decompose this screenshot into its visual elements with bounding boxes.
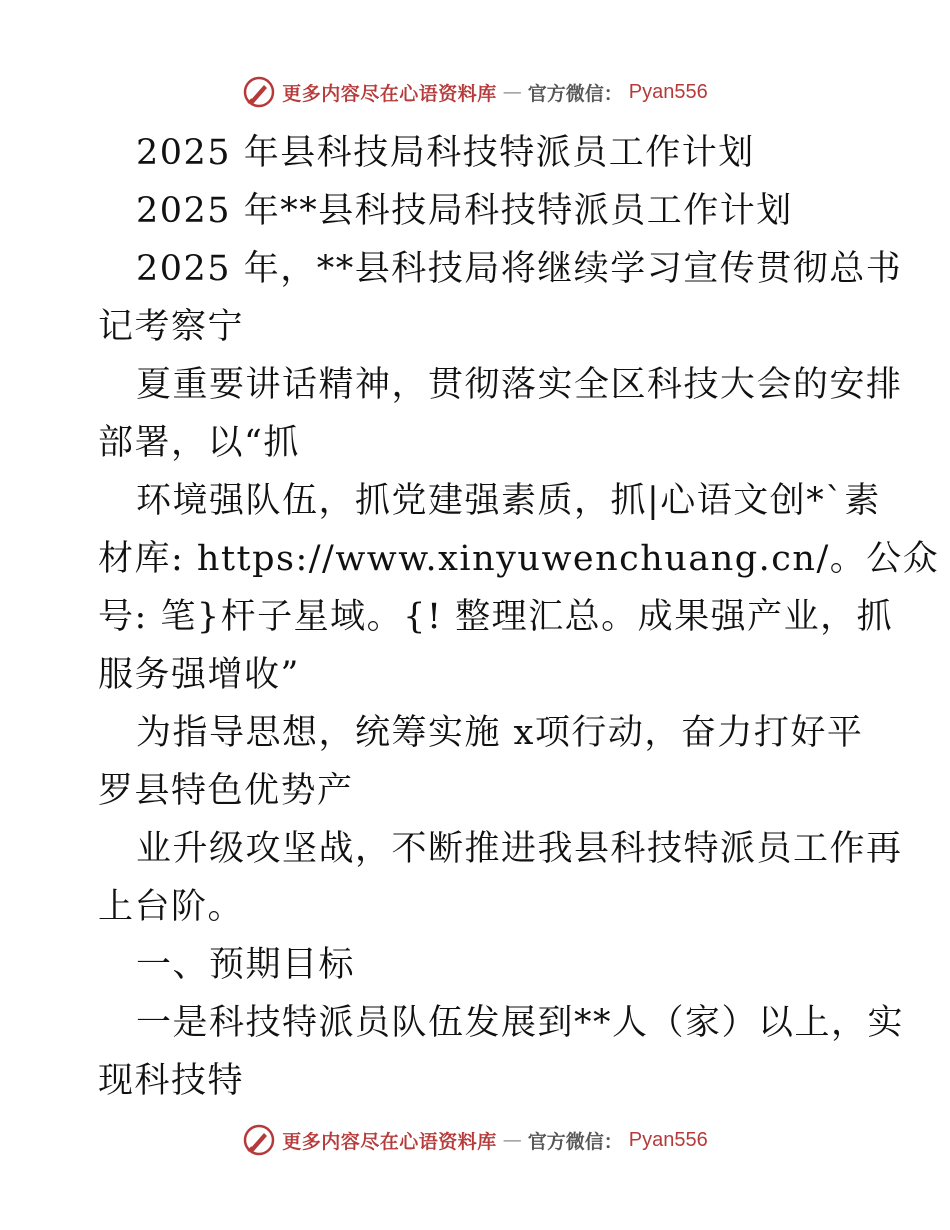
banner-main-text: 更多内容尽在心语资料库 [282, 1130, 497, 1153]
banner-wechat-id: Pyan556 [628, 1128, 708, 1151]
paragraph-line: 一是科技特派员队伍发展到**人（家）以上，实 [136, 1003, 905, 1043]
banner-wechat-id: Pyan556 [628, 80, 708, 103]
pen-logo-icon [242, 75, 276, 109]
banner-sub-text: 官方微信： [527, 1130, 623, 1153]
doc-subtitle: 2025 年**县科技局科技特派员工作计划 [136, 191, 793, 231]
paragraph-line: 罗县特色优势产 [98, 771, 354, 811]
header-watermark-banner [0, 72, 950, 112]
paragraph-line: 2025 年，**县科技局将继续学习宣传贯彻总书 [136, 249, 903, 289]
banner-main-text: 更多内容尽在心语资料库 [282, 82, 497, 105]
section-heading: 一、预期目标 [136, 945, 356, 985]
doc-title: 2025 年县科技局科技特派员工作计划 [136, 133, 755, 173]
document-body [98, 124, 940, 1110]
banner-sub-text: 官方微信： [527, 82, 623, 105]
paragraph-line: 现科技特 [98, 1061, 245, 1101]
paragraph-line: 夏重要讲话精神，贯彻落实全区科技大会的安排 [136, 365, 903, 405]
paragraph-line: 为指导思想，统筹实施 x项行动，奋力打好平 [136, 713, 864, 753]
paragraph-line: 环境强队伍，抓党建强素质，抓|心语文创*`素 [136, 481, 881, 521]
paragraph-line: 服务强增收” [98, 655, 300, 695]
banner-separator: — [502, 81, 522, 103]
paragraph-line: 材库: https://www.xinyuwenchuang.cn/。公众 [98, 539, 940, 579]
paragraph-line: 上台阶。 [98, 887, 245, 927]
paragraph-line: 业升级攻坚战，不断推进我县科技特派员工作再 [136, 829, 903, 869]
paragraph-line: 部署，以“抓 [98, 423, 300, 463]
paragraph-line: 号: 笔}杆子星域。{! 整理汇总。成果强产业，抓 [98, 597, 894, 637]
banner-separator: — [502, 1129, 522, 1151]
paragraph-line: 记考察宁 [98, 307, 245, 347]
footer-watermark-banner [0, 1120, 950, 1160]
pen-logo-icon [242, 1123, 276, 1157]
